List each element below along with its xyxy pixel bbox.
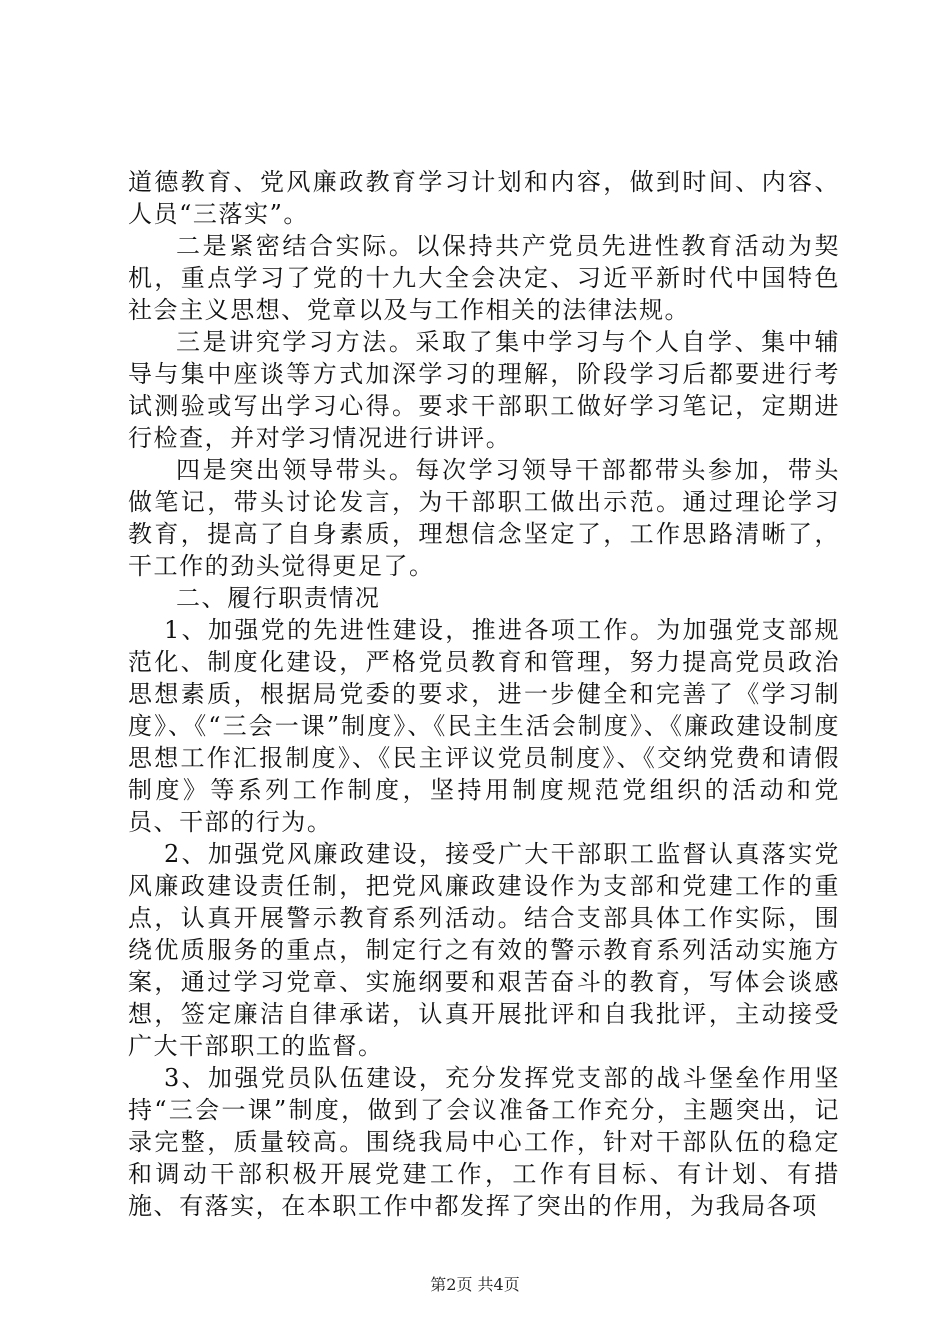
document-body [128, 166, 840, 1222]
paragraph-item-3: 3、加强党员队伍建设，充分发挥党支部的战斗堡垒作用坚持“三会一课”制度，做到了会议准备工作充分，主题突出，记录完整，质量较高。围绕我局中心工作，针对干部队伍的稳定和调动干部积极开展党建工作，工作有目标、有计划、有措施、有落实，在本职工作中都发挥了突出的作用，为我局各项 [128, 1064, 840, 1220]
paragraph-continuation: 道德教育、党风廉政教育学习计划和内容，做到时间、内容、人员“三落实”。 [128, 168, 840, 228]
paragraph-item-2: 2、加强党风廉政建设，接受广大干部职工监督认真落实党风廉政建设责任制，把党风廉政建设作为支部和党建工作的重点，认真开展警示教育系列活动。结合支部具体工作实际，围绕优质服务的重点，制定行之有效的警示教育系列活动实施方案，通过学习党章、实施纲要和艰苦奋斗的教育，写体会谈感想，签定廉洁自律承诺，认真开展批评和自我批评，主动接受广大干部职工的监督。 [128, 840, 840, 1060]
paragraph-point-four: 四是突出领导带头。每次学习领导干部都带头参加，带头做笔记，带头讨论发言，为干部职工做出示范。通过理论学习教育，提高了自身素质，理想信念坚定了，工作思路清晰了，干工作的劲头觉得更足了。 [128, 456, 840, 580]
paragraph-point-three: 三是讲究学习方法。采取了集中学习与个人自学、集中辅导与集中座谈等方式加深学习的理解，阶段学习后都要进行考试测验或写出学习心得。要求干部职工做好学习笔记，定期进行检查，并对学习情况进行讲评。 [128, 328, 840, 452]
section-heading: 二、履行职责情况 [176, 584, 381, 612]
page-footer: 第2页 共4页 [430, 1275, 520, 1294]
paragraph-item-1: 1、加强党的先进性建设，推进各项工作。为加强党支部规范化、制度化建设，严格党员教育和管理，努力提高党员政治思想素质，根据局党委的要求，进一步健全和完善了《学习制度》、《“三会一课”制度》、《民主生活会制度》、《廉政建设制度思想工作汇报制度》、《民主评议党员制度》、《交纳党费和请假制度》等系列工作制度，坚持用制度规范党组织的活动和党员、干部的行为。 [128, 616, 840, 836]
paragraph-point-two: 二是紧密结合实际。以保持共产党员先进性教育活动为契机，重点学习了党的十九大全会决定、习近平新时代中国特色社会主义思想、党章以及与工作相关的法律法规。 [128, 232, 840, 324]
